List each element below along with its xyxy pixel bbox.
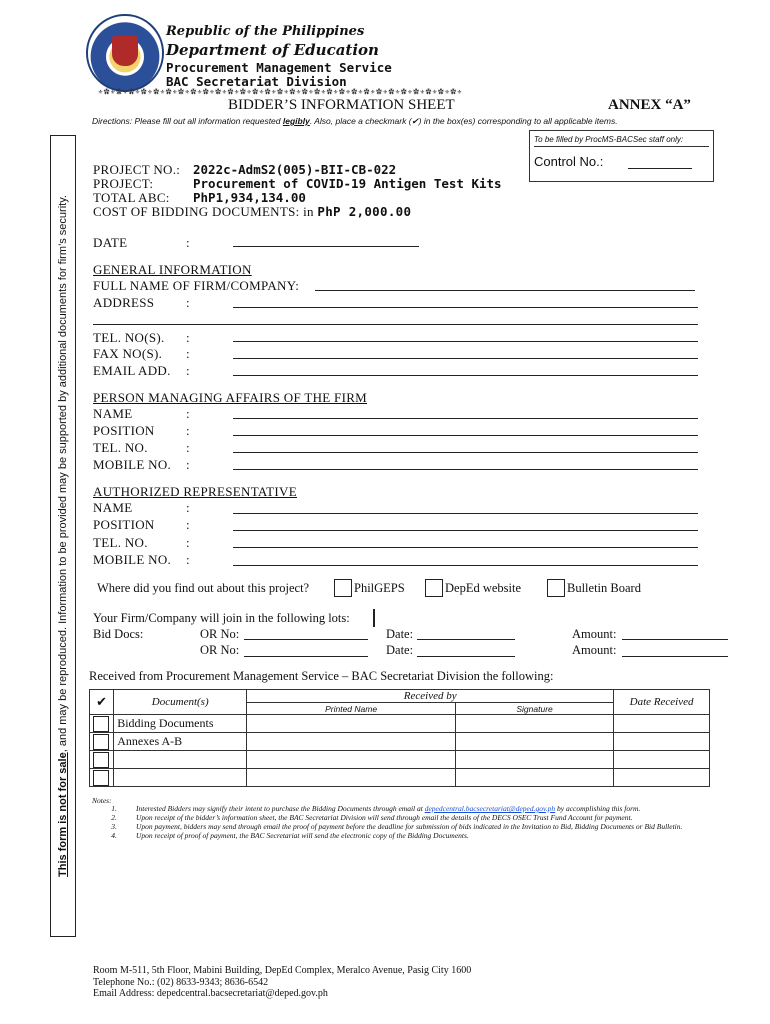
project-value: Procurement of COVID-19 Antigen Test Kits — [193, 176, 502, 191]
email-colon: : — [186, 363, 190, 378]
control-no-field[interactable] — [628, 168, 692, 169]
person-position-label: POSITION — [93, 423, 155, 438]
note-text — [136, 805, 702, 813]
row-date[interactable] — [614, 733, 710, 751]
row-date[interactable] — [614, 751, 710, 769]
person-mobile-colon: : — [186, 457, 190, 472]
row-signature[interactable] — [455, 715, 613, 733]
auth-tel-field[interactable] — [233, 547, 698, 548]
header-republic: Republic of the Philippines — [166, 24, 365, 39]
bid-docs-label: Bid Docs: — [93, 627, 144, 641]
abc-label: TOTAL ABC: — [93, 190, 170, 205]
authorized-heading: AUTHORIZED REPRESENTATIVE — [93, 484, 297, 499]
header-bac: BAC Secretariat Division — [166, 74, 347, 89]
staff-box — [529, 130, 714, 182]
row-signature[interactable] — [455, 769, 613, 787]
lot-date-field-1[interactable] — [417, 639, 515, 640]
row-checkbox-cell — [90, 733, 114, 751]
general-heading: GENERAL INFORMATION — [93, 262, 252, 277]
note-text-body: Interested Bidders may signify their intent to purchase the Bidding Documents through email at — [136, 804, 425, 813]
received-by-header: Received by — [247, 690, 614, 703]
firm-label: FULL NAME OF FIRM/COMPANY: — [93, 278, 300, 293]
amount-label-1: Amount: — [572, 627, 617, 641]
side-notice-bold: This form is not for sale — [57, 752, 69, 877]
table-row — [90, 733, 710, 751]
address-label: ADDRESS — [93, 295, 155, 310]
auth-name-field[interactable] — [233, 513, 698, 514]
note-number: 4. — [111, 831, 117, 840]
cost-label: COST OF BIDDING DOCUMENTS: — [93, 204, 300, 219]
person-position-field[interactable] — [233, 435, 698, 436]
or-no-label-1: OR No: — [200, 627, 240, 641]
deped-website-label: DepEd website — [445, 581, 522, 595]
footer-email: Email Address: depedcentral.bacsecretariat@deped.gov.ph — [93, 988, 328, 999]
table-row — [90, 751, 710, 769]
note-item — [92, 805, 702, 813]
person-mobile-label: MOBILE NO. — [93, 457, 172, 472]
tel-label: TEL. NO(S). — [93, 330, 165, 345]
lots-label: Your Firm/Company will join in the following lots: — [93, 611, 350, 625]
auth-position-colon: : — [186, 517, 190, 532]
row-signature[interactable] — [455, 751, 613, 769]
documents-header: Document(s) — [114, 690, 247, 715]
auth-tel-label: TEL. NO. — [93, 535, 148, 550]
notes-label: Notes: — [92, 796, 112, 805]
tel-colon: : — [186, 330, 190, 345]
amount-field-1[interactable] — [622, 639, 728, 640]
auth-mobile-colon: : — [186, 552, 190, 567]
header-ornament: ﾠ⚜ ✿ ⚜ ✿ ⚜ ✿ ⚜ ✿ ⚜ ✿ ⚜ ✿ ⚜ ✿ ⚜ ✿ ⚜ ✿ ⚜ ✿ ⚜ ✿ ⚜ ✿ ⚜ ✿ ⚜ ✿ ⚜ ✿ ⚜ ✿ ⚜ ✿ ⚜ ✿ ⚜ ✿ ⚜ ✿ ⚜ ✿ ⚜ ✿ ⚜ ✿ ⚜ ✿ ⚜ ✿ ⚜ ✿ ⚜ ✿ ⚜ ✿ ⚜ ✿ ⚜ — [92, 90, 462, 95]
note-text: Upon receipt of proof of payment, the BAC Secretariat will send the electronic copy of the Bidding Documents. — [136, 831, 469, 840]
fax-field[interactable] — [233, 358, 698, 359]
row-printed-name[interactable] — [247, 733, 456, 751]
signature-header: Signature — [455, 703, 613, 715]
date-colon: : — [186, 235, 190, 250]
row-date[interactable] — [614, 769, 710, 787]
directions-text1: Please fill out all information requested — [132, 116, 283, 126]
auth-mobile-label: MOBILE NO. — [93, 552, 172, 567]
row-signature[interactable] — [455, 733, 613, 751]
seal-emblem-icon — [112, 36, 138, 66]
row-checkbox-cell — [90, 769, 114, 787]
cost-line — [93, 204, 411, 220]
lot-date-field-2[interactable] — [417, 656, 515, 657]
fax-colon: : — [186, 346, 190, 361]
row-document: Bidding Documents — [114, 715, 247, 733]
person-position-colon: : — [186, 423, 190, 438]
note-item — [92, 814, 702, 822]
deped-seal — [86, 14, 164, 92]
row-date[interactable] — [614, 715, 710, 733]
note-text: Upon receipt of the bidder’s information sheet, the BAC Secretariat Division will send through email the details of the DECS OSEC Trust Fund Account for payment. — [136, 813, 633, 822]
note-number: 2. — [111, 813, 117, 822]
side-notice — [57, 141, 69, 931]
row-printed-name[interactable] — [247, 751, 456, 769]
amount-field-2[interactable] — [622, 656, 728, 657]
abc-value: PhP1,934,134.00 — [193, 190, 306, 205]
annex-label: ANNEX “A” — [608, 97, 691, 113]
person-name-field[interactable] — [233, 418, 698, 419]
row-printed-name[interactable] — [247, 769, 456, 787]
row-checkbox-cell — [90, 715, 114, 733]
email-link[interactable]: depedcentral.bacsecretariat@deped.gov.ph — [424, 804, 556, 813]
check-header: ✔ — [90, 690, 114, 715]
auth-mobile-field[interactable] — [233, 565, 698, 566]
project-no-label: PROJECT NO.: — [93, 162, 181, 177]
note-text-after: by accomplishing this form. — [555, 804, 641, 813]
date-label: DATE — [93, 235, 128, 250]
person-name-label: NAME — [93, 406, 133, 421]
footer-telephone: Telephone No.: (02) 8633-9343; 8636-6542 — [93, 976, 269, 988]
header-procurement: Procurement Management Service — [166, 60, 392, 75]
table-row — [90, 769, 710, 787]
staff-box-caption: To be filled by ProcMS-BACSec staff only: — [534, 135, 709, 147]
note-number: 3. — [111, 822, 117, 831]
note-item — [92, 832, 702, 840]
fax-label: FAX NO(S). — [93, 346, 163, 361]
cost-value: PhP 2,000.00 — [317, 204, 412, 219]
email-label: EMAIL ADD. — [93, 363, 171, 378]
bulletin-board-checkbox[interactable] — [547, 579, 565, 597]
row-document — [114, 769, 247, 787]
address-field[interactable] — [233, 307, 698, 308]
project-no-value: 2022c-AdmS2(005)-BII-CB-022 — [193, 162, 397, 177]
philgeps-checkbox[interactable] — [334, 579, 352, 597]
date-received-header: Date Received — [614, 690, 710, 715]
row-checkbox[interactable] — [93, 734, 109, 750]
header-department: Department of Education — [166, 41, 379, 59]
row-printed-name[interactable] — [247, 715, 456, 733]
auth-position-label: POSITION — [93, 517, 155, 532]
tel-field[interactable] — [233, 341, 698, 342]
or-no-field-2[interactable] — [244, 656, 368, 657]
amount-label-2: Amount: — [572, 643, 617, 657]
directions — [92, 116, 618, 127]
received-table — [89, 689, 710, 787]
philgeps-label: PhilGEPS — [354, 581, 405, 595]
email-field[interactable] — [233, 375, 698, 376]
auth-position-field[interactable] — [233, 530, 698, 531]
lots-field[interactable] — [373, 609, 375, 627]
note-text: Upon payment, bidders may send through email the proof of payment before the deadline for submission of bids indicated in the Invitation to Bid, Bidding Documents or Bid Bulletin. — [136, 822, 683, 831]
directions-bold: legibly — [282, 116, 310, 126]
control-no-label: Control No.: — [534, 154, 604, 169]
person-tel-colon: : — [186, 440, 190, 455]
bulletin-board-label: Bulletin Board — [567, 581, 641, 595]
footer-address: Room M-511, 5th Floor, Mabini Building, DepEd Complex, Meralco Avenue, Pasig City 1600 — [93, 965, 472, 976]
printed-name-header: Printed Name — [247, 703, 456, 715]
auth-tel-colon: : — [186, 535, 190, 550]
project-label: PROJECT: — [93, 176, 154, 191]
footer — [93, 965, 471, 1000]
note-number: 1. — [111, 804, 117, 813]
table-row — [90, 715, 710, 733]
date-label-2: Date: — [386, 643, 414, 657]
row-checkbox[interactable] — [93, 770, 109, 786]
row-checkbox[interactable] — [93, 716, 109, 732]
person-name-colon: : — [186, 406, 190, 421]
row-checkbox[interactable] — [93, 752, 109, 768]
findout-question: Where did you find out about this project? — [97, 581, 310, 595]
address-field-2[interactable] — [93, 324, 698, 325]
or-no-field-1[interactable] — [244, 639, 368, 640]
notes-list — [92, 805, 702, 840]
date-field[interactable] — [233, 246, 419, 247]
side-text-box — [50, 135, 76, 937]
row-checkbox-cell — [90, 751, 114, 769]
person-tel-field[interactable] — [233, 452, 698, 453]
directions-prefix: Directions: — [92, 116, 133, 126]
deped-website-checkbox[interactable] — [425, 579, 443, 597]
person-heading: PERSON MANAGING AFFAIRS OF THE FIRM — [93, 390, 368, 405]
side-notice-rest: , and may be reproduced. Information to be provided may be supported by additional documents for firm’s security. — [57, 195, 69, 753]
firm-field[interactable] — [315, 290, 695, 291]
note-item — [92, 823, 702, 831]
row-document — [114, 751, 247, 769]
directions-text2: . Also, place a checkmark (✔) in the box(es) corresponding to all applicable items. — [309, 116, 618, 126]
auth-name-label: NAME — [93, 500, 133, 515]
person-tel-label: TEL. NO. — [93, 440, 148, 455]
cost-in: in — [303, 204, 314, 219]
person-mobile-field[interactable] — [233, 469, 698, 470]
received-intro: Received from Procurement Management Service – BAC Secretariat Division the following: — [89, 669, 554, 683]
row-document: Annexes A-B — [114, 733, 247, 751]
page-title: BIDDER’S INFORMATION SHEET — [228, 97, 455, 113]
or-no-label-2: OR No: — [200, 643, 240, 657]
auth-name-colon: : — [186, 500, 190, 515]
address-colon: : — [186, 295, 190, 310]
date-label-1: Date: — [386, 627, 414, 641]
